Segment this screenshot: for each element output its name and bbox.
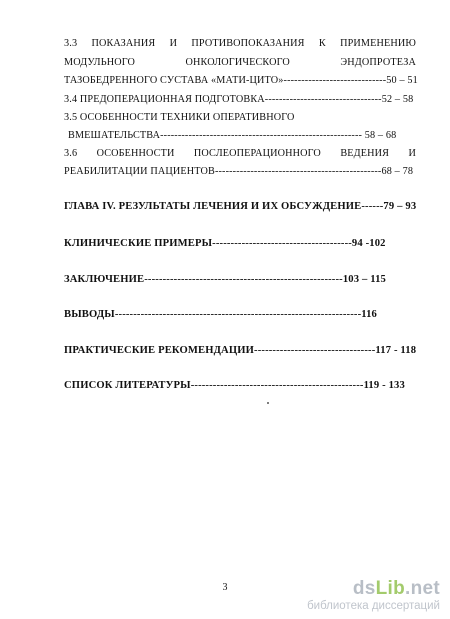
toc-word: ОНКОЛОГИЧЕСКОГО <box>185 57 290 68</box>
toc-practical-recommendations: ПРАКТИЧЕСКИЕ РЕКОМЕНДАЦИИ---------------------------------117 - 118 <box>64 345 417 356</box>
dslib-watermark <box>307 579 440 613</box>
toc-clinical-examples: КЛИНИЧЕСКИЕ ПРИМЕРЫ--------------------------------------94 -102 <box>64 238 386 249</box>
toc-word: 3.3 <box>64 38 78 49</box>
toc-word: ПОСЛЕОПЕРАЦИОННОГО <box>193 148 321 159</box>
toc-word: ПРИМЕНЕНИЮ <box>340 38 416 49</box>
watermark-logo <box>307 579 440 599</box>
toc-word: ПОКАЗАНИЯ <box>91 38 156 49</box>
toc-word: К <box>318 38 326 49</box>
toc-word: ПРОТИВОПОКАЗАНИЯ <box>191 38 305 49</box>
toc-word: МОДУЛЬНОГО <box>64 57 136 68</box>
toc-3-3-line-1 <box>64 38 416 50</box>
toc-word: ЭНДОПРОТЕЗА <box>340 57 416 68</box>
toc-word: И <box>408 148 416 159</box>
toc-3-3-line-3: ТАЗОБЕДРЕННОГО СУСТАВА «МАТИ-ЦИТО»-----------------------------50 – 51 <box>64 75 418 86</box>
toc-word: ВЕДЕНИЯ <box>340 148 390 159</box>
toc-word: 3.6 <box>64 148 78 159</box>
watermark-tagline: библиотека диссертаций <box>307 600 440 612</box>
toc-3-4: 3.4 ПРЕДОПЕРАЦИОННАЯ ПОДГОТОВКА---------------------------------52 – 58 <box>64 94 414 105</box>
page-number: 3 <box>222 582 228 593</box>
toc-word: ОСОБЕННОСТИ <box>96 148 175 159</box>
toc-conclusion: ЗАКЛЮЧЕНИЕ------------------------------------------------------103 – 115 <box>64 274 386 285</box>
watermark-logo-ds: ds <box>352 578 376 599</box>
toc-references: СПИСОК ЛИТЕРАТУРЫ-----------------------------------------------119 - 133 <box>64 380 405 391</box>
toc-chapter-4: ГЛАВА IV. РЕЗУЛЬТАТЫ ЛЕЧЕНИЯ И ИХ ОБСУЖДЕНИЕ------79 – 93 <box>64 201 417 212</box>
toc-3-6-line-1 <box>64 148 416 160</box>
toc-3-3-line-2 <box>64 57 416 69</box>
watermark-logo-lib: Lib <box>375 578 406 599</box>
scan-speck <box>267 402 269 404</box>
watermark-logo-net: .net <box>405 578 440 599</box>
toc-word: И <box>169 38 178 49</box>
toc-findings: ВЫВОДЫ-------------------------------------------------------------------116 <box>64 309 378 320</box>
toc-3-5-line-2: ВМЕШАТЕЛЬСТВА--------------------------------------------------------- 58 – 68 <box>68 130 397 141</box>
toc-3-6-line-2: РЕАБИЛИТАЦИИ ПАЦИЕНТОВ-----------------------------------------------68 – 78 <box>64 166 414 177</box>
toc-3-5-line-1: 3.5 ОСОБЕННОСТИ ТЕХНИКИ ОПЕРАТИВНОГО <box>64 112 295 123</box>
